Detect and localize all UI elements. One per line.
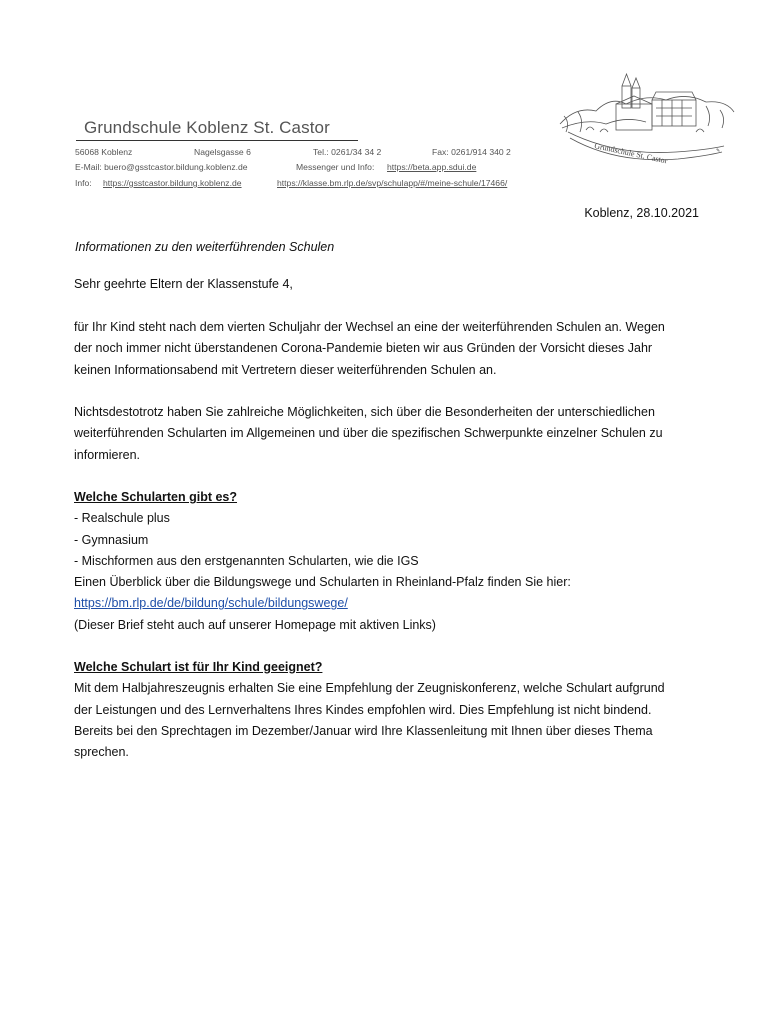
salutation: Sehr geehrte Eltern der Klassenstufe 4, [74, 277, 293, 291]
email-address: E-Mail: buero@gsstcastor.bildung.koblenz.de [75, 162, 248, 172]
address-city: 56068 Koblenz [75, 147, 133, 157]
homepage-note: (Dieser Brief steht auch auf unserer Homepage mit aktiven Links) [74, 617, 436, 632]
logo-text: Grundschule St. Castor [593, 141, 669, 166]
paragraph-line: informieren. [74, 447, 140, 462]
section-heading: Welche Schulart ist für Ihr Kind geeignet? [74, 660, 323, 674]
school-name: Grundschule Koblenz St. Castor [84, 118, 330, 137]
info-label: Info: [75, 178, 92, 188]
messenger-link[interactable]: https://beta.app.sdui.de [387, 162, 477, 172]
paragraph-line: Mit dem Halbjahreszeugnis erhalten Sie eine Empfehlung der Zeugniskonferenz, welche Schulart aufgrund [74, 681, 665, 696]
paragraph-line: Nichtsdestotrotz haben Sie zahlreiche Möglichkeiten, sich über die Besonderheiten der unterschiedlichen [74, 405, 655, 419]
school-logo [556, 66, 738, 166]
section-suitable-school [74, 657, 699, 763]
paragraph-line: sprechen. [74, 745, 129, 760]
phone-number: Tel.: 0261/34 34 2 [313, 147, 382, 157]
paragraph-1 [74, 317, 699, 381]
paragraph-line: keinen Informationsabend mit Vertretern dieser weiterführenden Schulen an. [74, 362, 497, 377]
schulapp-link[interactable]: https://klasse.bm.rlp.de/svp/schulapp/#/meine-schule/17466/ [277, 178, 508, 188]
paragraph-line: für Ihr Kind steht nach dem vierten Schuljahr der Wechsel an eine der weiterführenden Schulen an. Wegen [74, 320, 665, 334]
svg-text:✎: ✎ [716, 148, 721, 154]
paragraph-2 [74, 402, 699, 466]
paragraph-line: der noch immer nicht überstandenen Corona-Pandemie bieten wir aus Gründen der Vorsicht dieses Jahr [74, 341, 653, 356]
paragraph-line: weiterführenden Schularten im Allgemeinen und über die spezifischen Schwerpunkte einzelner Schulen zu [74, 426, 663, 441]
letter-subject: Informationen zu den weiterführenden Schulen [75, 240, 335, 254]
paragraph-line: der Leistungen und des Lernverhaltens Ihres Kindes empfohlen wird. Dies Empfehlung ist nicht bindend. [74, 702, 652, 717]
section-school-types [74, 487, 699, 636]
bildungswege-link[interactable]: https://bm.rlp.de/de/bildung/schule/bildungswege/ [74, 596, 348, 611]
letter-date: Koblenz, 28.10.2021 [584, 206, 699, 220]
fax-number: Fax: 0261/914 340 2 [432, 147, 511, 157]
school-name-underline [76, 140, 358, 141]
section-heading: Welche Schularten gibt es? [74, 490, 238, 504]
list-item: - Realschule plus [74, 511, 170, 526]
overview-text: Einen Überblick über die Bildungswege und Schularten in Rheinland-Pfalz finden Sie hier: [74, 575, 571, 590]
school-website-link[interactable]: https://gsstcastor.bildung.koblenz.de [103, 178, 242, 188]
list-item: - Mischformen aus den erstgenannten Schularten, wie die IGS [74, 553, 419, 568]
paragraph-line: Bereits bei den Sprechtagen im Dezember/Januar wird Ihre Klassenleitung mit Ihnen über dieses Thema [74, 723, 653, 738]
list-item: - Gymnasium [74, 532, 149, 547]
messenger-label: Messenger und Info: [296, 162, 375, 172]
address-street: Nagelsgasse 6 [194, 147, 251, 157]
